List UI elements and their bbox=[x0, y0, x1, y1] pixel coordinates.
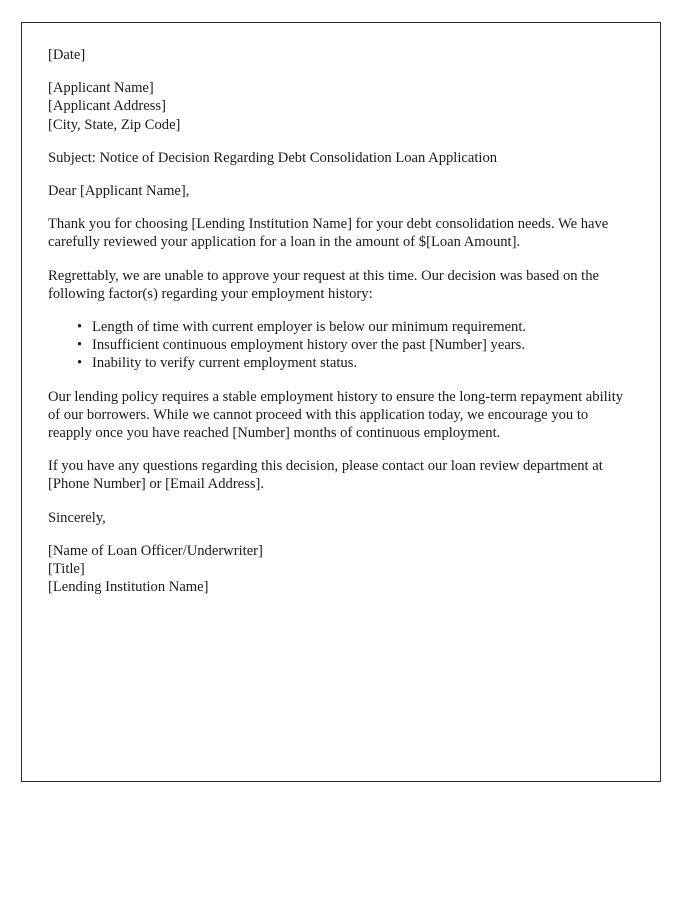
recipient-name: [Applicant Name] bbox=[48, 80, 154, 97]
signatory-title: [Title] bbox=[48, 561, 85, 578]
paragraph-lending-policy: Our lending policy requires a stable employment history to ensure the long-term repayment ability of our borrowers. While we cannot proceed with this application today, we encourage you to reapply once you have reached [Number] months of continuous employment. bbox=[48, 388, 624, 442]
signatory-institution: [Lending Institution Name] bbox=[48, 579, 209, 596]
list-item: • Inability to verify current employment status. bbox=[92, 354, 632, 372]
paragraph-contact: If you have any questions regarding this decision, please contact our loan review department at [Phone Number] or [Email Address]. bbox=[48, 458, 603, 493]
signature-block bbox=[48, 542, 632, 597]
paragraph-thank-you: Thank you for choosing [Lending Institution Name] for your debt consolidation needs. We have carefully reviewed your application for a loan in the amount of $[Loan Amount]. bbox=[48, 216, 609, 251]
closing: Sincerely, bbox=[48, 509, 106, 526]
list-item: • Length of time with current employer is below our minimum requirement. bbox=[92, 318, 632, 336]
paragraph-decision: Regrettably, we are unable to approve your request at this time. Our decision was based on the following factor(s) regarding your employment history: bbox=[48, 267, 600, 302]
signatory-name: [Name of Loan Officer/Underwriter] bbox=[48, 542, 263, 559]
subject-line: Subject: Notice of Decision Regarding Debt Consolidation Loan Application bbox=[48, 149, 498, 166]
closing-block bbox=[48, 509, 632, 527]
date-line: [Date] bbox=[48, 47, 86, 63]
salutation-block bbox=[48, 182, 632, 200]
letter-page bbox=[21, 22, 661, 782]
subject-block bbox=[48, 149, 632, 167]
decision-factor-list bbox=[48, 318, 632, 373]
recipient-address-block bbox=[48, 79, 632, 134]
date-block bbox=[48, 46, 632, 64]
salutation: Dear [Applicant Name], bbox=[48, 183, 190, 200]
list-item: • Insufficient continuous employment history over the past [Number] years. bbox=[92, 336, 632, 354]
recipient-address: [Applicant Address] bbox=[48, 98, 166, 115]
recipient-city-state-zip: [City, State, Zip Code] bbox=[48, 116, 181, 133]
letter-content bbox=[48, 46, 632, 596]
